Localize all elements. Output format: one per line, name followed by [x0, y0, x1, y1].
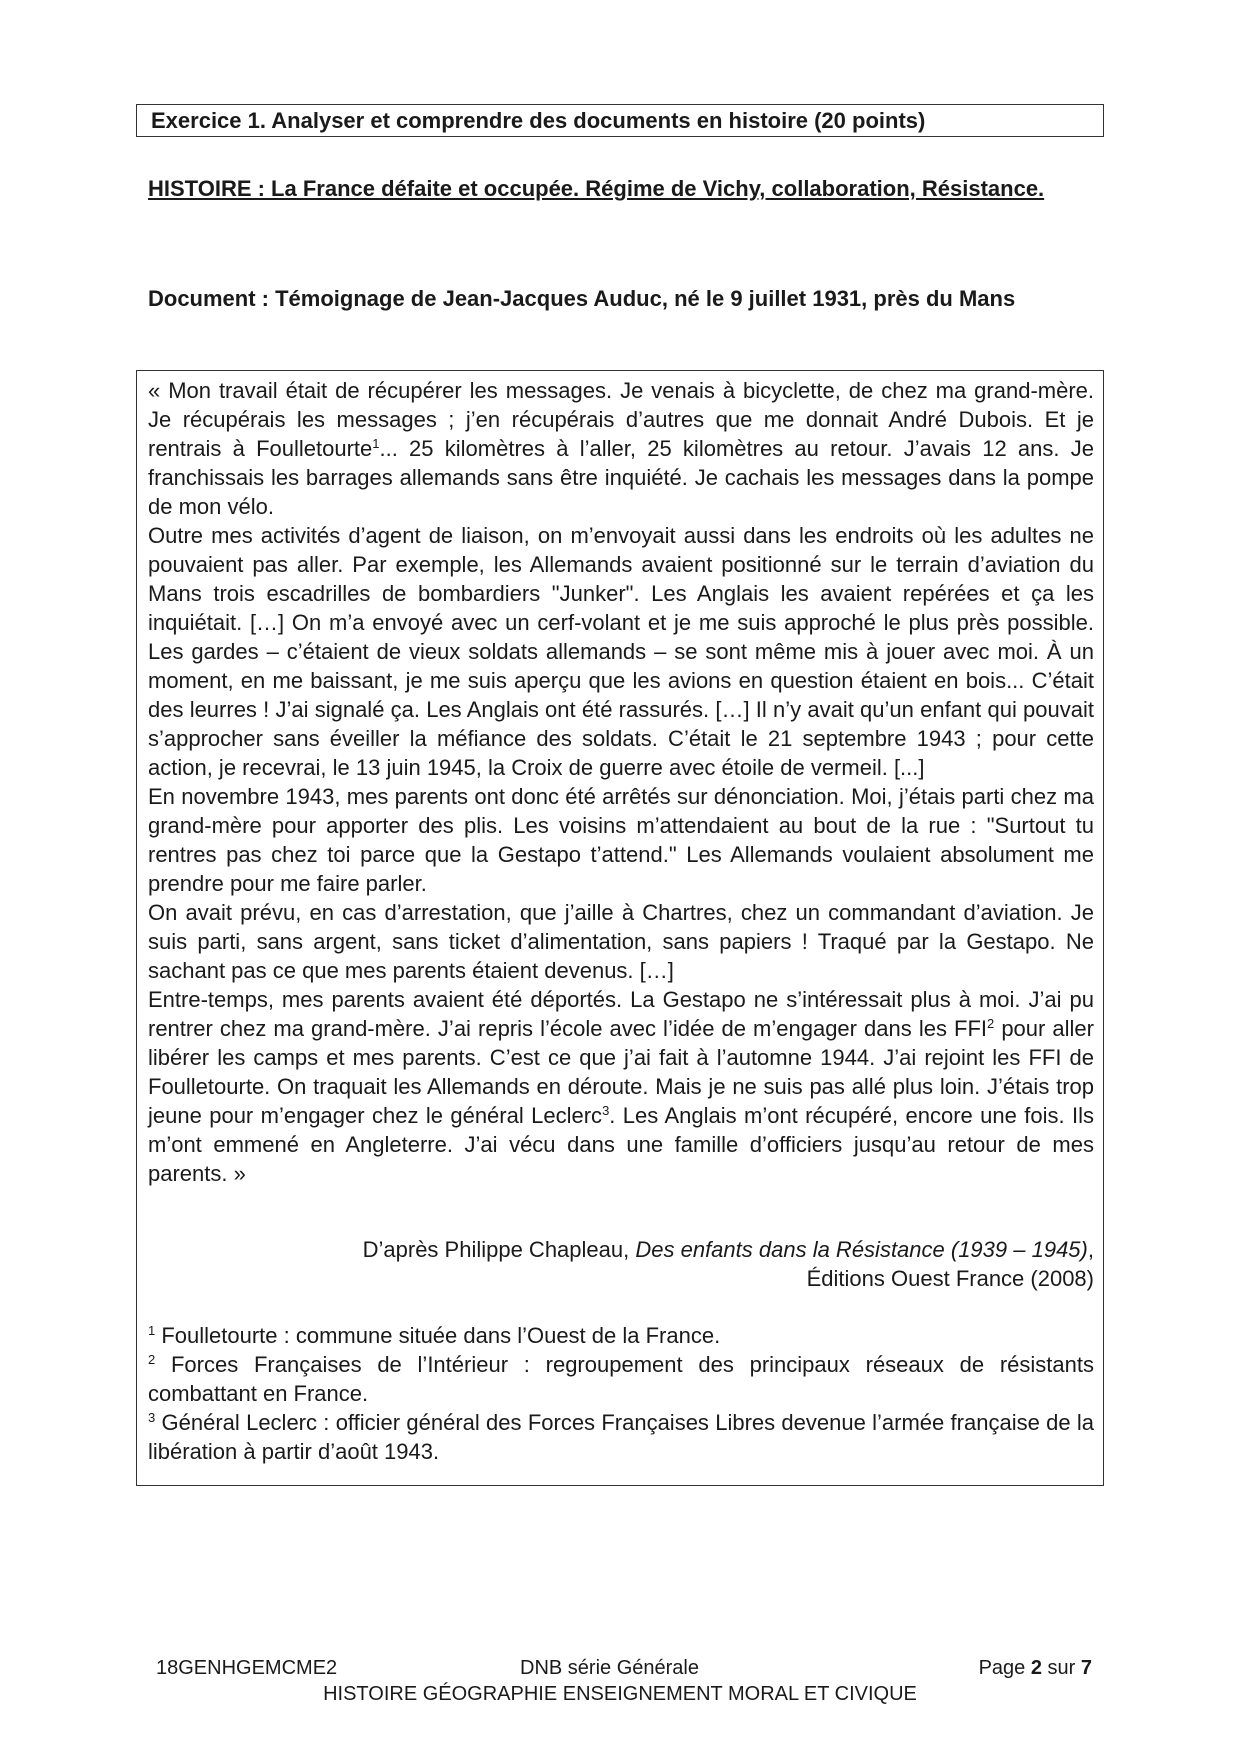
- page-footer: [156, 1654, 1092, 1682]
- source-citation: D’après Philippe Chapleau, Des enfants dans la Résistance (1939 – 1945), Éditions Ouest France (2008): [148, 1235, 1094, 1293]
- testimony-paragraph: Outre mes activités d’agent de liaison, on m’envoyait aussi dans les endroits où les adultes ne pouvaient pas aller. Par exemple, les Allemands avaient positionné sur le terrain d’aviation du Mans trois escadrilles de bombardiers "Junker". Les Anglais les avaient repérées et ça les inquiétait. […] On m’a envoyé avec un cerf-volant et je me suis approché le plus près possible. Les gardes – c’étaient de vieux soldats allemands – se sont même mis à jouer avec moi. À un moment, en me baissant, je me suis aperçu que les avions en question étaient en bois... C’était des leurres ! J’ai signalé ça. Les Anglais ont été rassurés. […] Il n’y avait qu’un enfant qui pouvait s’approcher sans éveiller la méfiance des soldats. C’était le 21 septembre 1943 ; pour cette action, je recevrai, le 13 juin 1945, la Croix de guerre avec étoile de vermeil. [...]: [148, 523, 1094, 780]
- book-title: Des enfants dans la Résistance (1939 – 1945): [635, 1237, 1088, 1262]
- exercise-title: Exercice 1. Analyser et comprendre des documents en histoire (20 points): [151, 108, 926, 133]
- theme-heading: HISTOIRE : La France défaite et occupée. Régime de Vichy, collaboration, Résistance.: [148, 176, 1045, 201]
- testimony-paragraph: Entre-temps, mes parents avaient été déportés. La Gestapo ne s’intéressait plus à moi. J’ai pu rentrer chez ma grand-mère. J’ai repris l’école avec l’idée de m’engager dans les FFI$^2$ pour aller libérer les camps et mes parents. C’est ce que j’ai fait à l’automne 1944. J’ai rejoint les FFI de Foulletourte. On traquait les Allemands en déroute. Mais je ne suis pas allé plus loin. J’étais trop jeune pour m’engager chez le général Leclerc$^3$. Les Anglais m’ont récupéré, encore une fois. Ils m’ont emmené en Angleterre. J’ai vécu dans une famille d’officiers jusqu’au retour de mes parents. »: [148, 987, 1094, 1186]
- testimony-text: [148, 376, 1094, 1188]
- footnote-ref: 2: [987, 1016, 995, 1031]
- testimony-paragraph: On avait prévu, en cas d’arrestation, que j’aille à Chartres, chez un commandant d’aviation. Je suis parti, sans argent, sans ticket d’alimentation, sans papiers ! Traqué par la Gestapo. Ne sachant pas ce que mes parents étaient devenus. […]: [148, 900, 1094, 983]
- publisher: Éditions Ouest France (2008): [806, 1266, 1094, 1291]
- exercise-header-box: [136, 104, 1104, 137]
- footnote: $^2$ Forces Françaises de l’Intérieur : regroupement des principaux réseaux de résistants combattant en France.: [148, 1352, 1094, 1406]
- document-title: Document : Témoignage de Jean-Jacques Auduc, né le 9 juillet 1931, près du Mans: [148, 286, 1016, 311]
- footer-subject: HISTOIRE GÉOGRAPHIE ENSEIGNEMENT MORAL ET CIVIQUE: [323, 1683, 917, 1705]
- exam-code: 18GENHGEMCME2: [156, 1657, 338, 1679]
- exam-series: DNB série Générale: [520, 1657, 699, 1679]
- footnote-ref: 1: [372, 436, 380, 451]
- footnote: $^3$ Général Leclerc : officier général des Forces Françaises Libres devenue l’armée française de la libération à partir d’août 1943.: [148, 1410, 1094, 1464]
- footnote-ref: 3: [602, 1103, 610, 1118]
- footnotes: [148, 1321, 1094, 1466]
- testimony-paragraph: « Mon travail était de récupérer les messages. Je venais à bicyclette, de chez ma grand-mère. Je récupérais les messages ; j’en récupérais d’autres que me donnait André Dubois. Et je rentrais à Foulletourte$^1$... 25 kilomètres à l’aller, 25 kilomètres au retour. J’avais 12 ans. Je franchissais les barrages allemands sans être inquiété. Je cachais les messages dans la pompe de mon vélo.: [148, 378, 1094, 519]
- testimony-paragraph: En novembre 1943, mes parents ont donc été arrêtés sur dénonciation. Moi, j’étais parti chez ma grand-mère pour apporter des plis. Les voisins m’attendaient au bout de la rue : "Surtout tu rentres pas chez toi parce que la Gestapo t’attend." Les Allemands voulaient absolument me prendre pour me faire parler.: [148, 784, 1094, 896]
- page-number: Page 2 sur 7: [978, 1657, 1092, 1679]
- footnote: $^1$ Foulletourte : commune située dans l’Ouest de la France.: [148, 1323, 721, 1348]
